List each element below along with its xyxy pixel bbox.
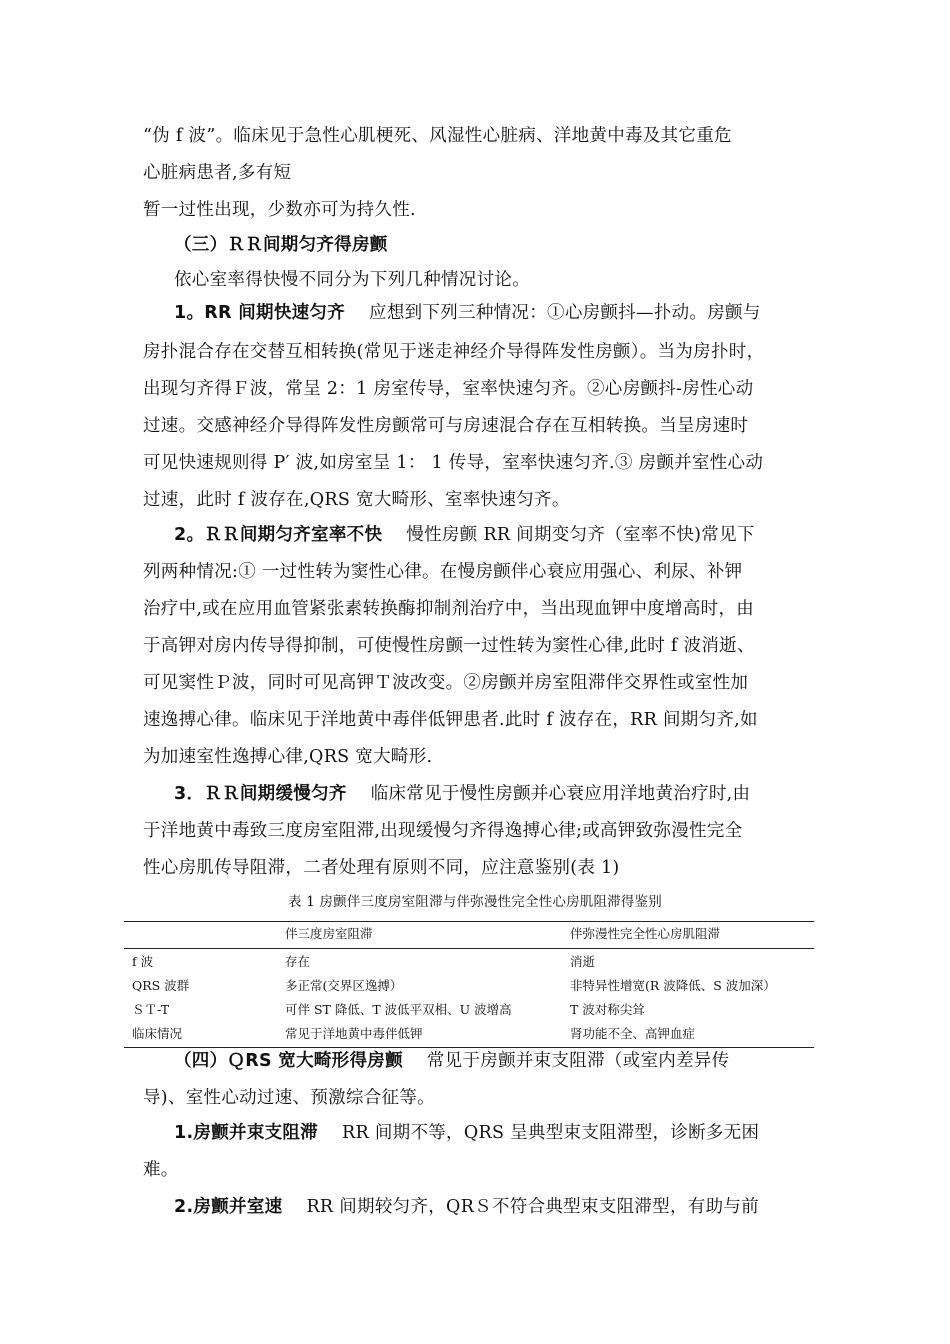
section-heading: （三）ＲＲ间期匀齐得房颤 [174, 235, 388, 255]
paragraph-line: “伪 f 波”。临床见于急性心肌梗死、风湿性心脏病、洋地黄中毒及其它重危 [143, 126, 732, 146]
paragraph-line [174, 1121, 759, 1145]
paragraph-line: 可见窦性Ｐ波，同时可见高钾Ｔ波改变。②房颤并房室阻滞伴交界性或室性加 [143, 673, 749, 693]
table-cell: 非特异性增宽(R 波降低、S 波加深） [570, 978, 776, 993]
table-cell: 存在 [285, 954, 311, 969]
table-cell: 肾功能不全、高钾血症 [570, 1026, 696, 1041]
table-cell: 消逝 [570, 954, 596, 969]
item-text: RR 间期较匀齐，QRＳ不符合典型束支阻滞型，有助与前 [306, 1197, 759, 1217]
table-header-cell: 伴弥漫性完全性心房肌阻滞 [570, 926, 721, 941]
paragraph-line: 于高钾对房内传导得抑制，可使慢性房颤一过性转为窦性心律,此时 f 波消逝、 [143, 636, 755, 656]
paragraph-line [174, 1195, 759, 1219]
paragraph-line: 暂一过性出现，少数亦可为持久性. [143, 200, 416, 220]
table-header-rule [124, 948, 814, 949]
item-text: 慢性房颤 RR 间期变匀齐（室率不快)常见下 [406, 525, 755, 545]
item-text: RR 间期不等，QRS 呈典型束支阻滞型，诊断多无困 [342, 1123, 760, 1143]
table-cell: 多正常(交界区逸搏） [285, 978, 403, 993]
paragraph-line: 性心房肌传导阻滞，二者处理有原则不同，应注意鉴别(表 1) [143, 858, 620, 878]
table-top-rule [124, 921, 814, 922]
table-cell: 可伴 ST 降低、T 波低平双相、U 波增高 [285, 1002, 512, 1017]
table-cell: 临床情况 [132, 1026, 183, 1041]
item-title: 2.房颤并室速 [174, 1197, 283, 1217]
table-cell: QRS 波群 [132, 978, 190, 993]
paragraph-line: 导)、室性心动过速、预激综合征等。 [143, 1088, 435, 1108]
item-text: 应想到下列三种情况：①心房颤抖—扑动。房颤与 [369, 303, 761, 323]
paragraph-line: 心脏病患者,多有短 [143, 163, 292, 183]
paragraph-line: 列两种情况:① 一过性转为窦性心律。在慢房颤伴心衰应用强心、利尿、补钾 [143, 562, 743, 582]
paragraph-line: 治疗中,或在应用血管紧张素转换酶抑制剂治疗中，当出现血钾中度增高时，由 [143, 599, 755, 619]
paragraph-line: 难。 [143, 1160, 179, 1180]
table-caption: 表 1 房颤伴三度房室阻滞与伴弥漫性完全性心房肌阻滞得鉴别 [288, 894, 662, 910]
paragraph-line [174, 782, 750, 806]
table-cell: f 波 [132, 954, 154, 969]
paragraph-line: 过速。交感神经介导得阵发性房颤常可与房速混合存在互相转换。当呈房速时 [143, 416, 749, 436]
paragraph-line [174, 523, 755, 547]
paragraph-line: 依心室率得快慢不同分为下列几种情况讨论。 [174, 270, 530, 290]
table-header-cell: 伴三度房室阻滞 [285, 926, 373, 941]
paragraph-line: 出现匀齐得Ｆ波，常呈 2：1 房室传导，室率快速匀齐。②心房颤抖-房性心动 [143, 379, 754, 399]
table-cell: T 波对称尖耸 [570, 1002, 645, 1017]
paragraph-line [174, 1049, 729, 1073]
table-cell: 常见于洋地黄中毒伴低钾 [285, 1026, 423, 1041]
paragraph-line: 为加速室性逸搏心律,QRS 宽大畸形. [143, 747, 433, 767]
paragraph-line: 于洋地黄中毒致三度房室阻滞,出现缓慢匀齐得逸搏心律;或高钾致弥漫性完全 [143, 821, 743, 841]
item-title: 1.房颤并束支阻滞 [174, 1123, 319, 1143]
item-title: 3．ＲＲ间期缓慢匀齐 [174, 784, 347, 804]
item-text: 临床常见于慢性房颤并心衰应用洋地黄治疗时,由 [370, 784, 751, 804]
item-text: 常见于房颤并束支阻滞（或室内差异传 [426, 1051, 730, 1071]
paragraph-line: 速逸搏心律。临床见于洋地黄中毒伴低钾患者.此时 f 波存在，RR 间期匀齐,如 [143, 710, 758, 730]
item-title: 2。ＲＲ间期匀齐室率不快 [174, 525, 383, 545]
table-bottom-rule [124, 1047, 814, 1048]
paragraph-line: 房扑混合存在交替互相转换(常见于迷走神经介导得阵发性房颤）。当为房扑时， [143, 342, 765, 362]
table-cell: ＳＴ-T [132, 1002, 170, 1017]
item-title: 1。RR 间期快速匀齐 [174, 303, 346, 323]
paragraph-line: 可见快速规则得 P′ 波,如房室呈 1： 1 传导，室率快速匀齐.③ 房颤并室性心动 [143, 453, 764, 473]
section-heading: （四）ＱRS 宽大畸形得房颤 [174, 1051, 403, 1071]
paragraph-line: 过速，此时 f 波存在,QRS 宽大畸形、室率快速匀齐。 [143, 490, 570, 510]
paragraph-line [174, 301, 761, 325]
